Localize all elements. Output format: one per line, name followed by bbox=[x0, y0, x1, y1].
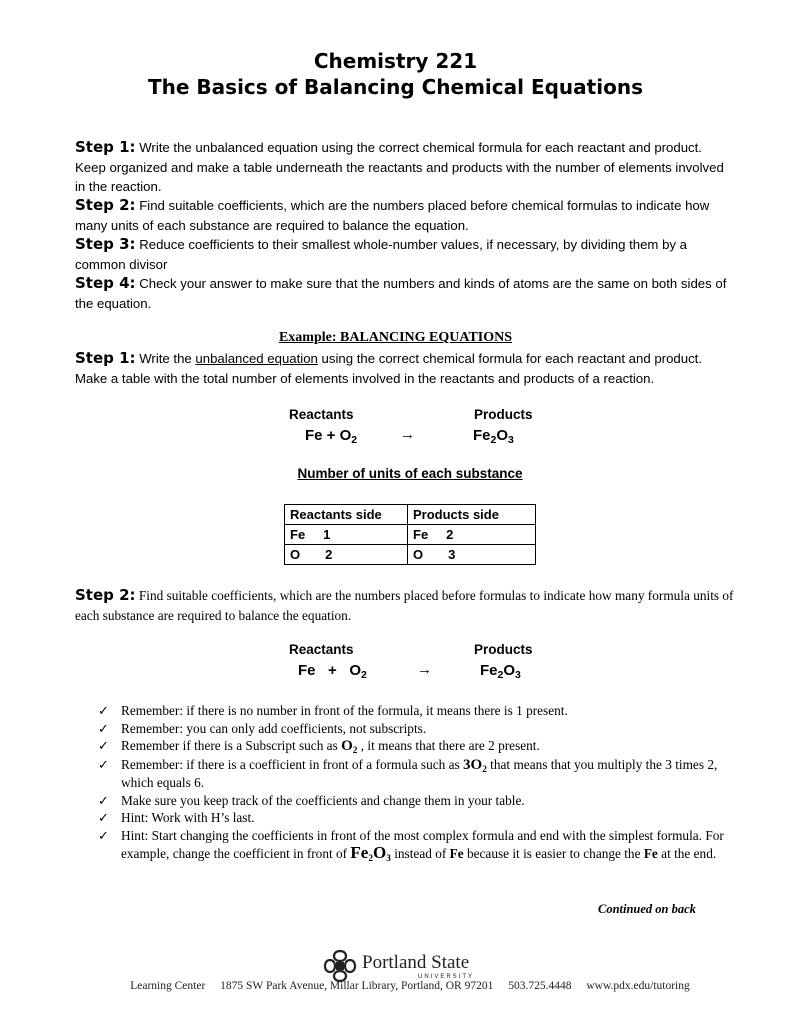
list-item-text: at the end. bbox=[657, 846, 717, 861]
page-title: Chemistry 221 bbox=[313, 49, 478, 73]
footer-address: 1875 SW Park Avenue, Millar Library, Portland, OR 97201 bbox=[220, 980, 494, 992]
footer-url[interactable]: www.pdx.edu/tutoring bbox=[586, 980, 690, 992]
table-cell bbox=[285, 545, 408, 565]
list-item bbox=[96, 809, 736, 827]
checkmark-icon: ✓ bbox=[98, 720, 109, 736]
step-label: Step 3: bbox=[75, 235, 136, 253]
table-title: Number of units of each substance bbox=[297, 466, 523, 481]
table-cell bbox=[408, 525, 536, 545]
element-count: 3 bbox=[448, 547, 456, 562]
table-header-row bbox=[285, 505, 536, 525]
table-row bbox=[285, 525, 536, 545]
step-label: Step 2: bbox=[75, 196, 136, 214]
step-label: Step 1: bbox=[75, 138, 136, 156]
table-header: Reactants side bbox=[285, 505, 408, 525]
equation-reactants bbox=[305, 427, 357, 444]
list-item-text: Remember: you can only add coefficients, not subscripts. bbox=[121, 720, 427, 736]
arrow-icon: → bbox=[400, 426, 415, 443]
step-label: Step 4: bbox=[75, 274, 136, 292]
subscript: 3 bbox=[508, 434, 514, 446]
subscript: 3 bbox=[386, 854, 391, 864]
formula-text: O bbox=[349, 662, 361, 679]
list-item-text: Hint: Work with H’s last. bbox=[121, 810, 255, 825]
element-symbol: O bbox=[290, 547, 301, 562]
list-item-text: , it means that there are 2 present. bbox=[357, 738, 540, 753]
checkmark-icon: ✓ bbox=[98, 810, 109, 825]
arrow-icon: → bbox=[417, 661, 432, 678]
element-symbol: Fe bbox=[413, 527, 429, 542]
step-label: Step 1: bbox=[75, 349, 136, 367]
table-row bbox=[285, 545, 536, 565]
list-item-text: Remember: if there is a coefficient in front of a formula such as bbox=[121, 756, 464, 772]
step-text-post: using the correct chemical formula for each reactant and product. Make a table with the total number of elements involved in the reactants and products of a reaction. bbox=[75, 351, 702, 386]
subscript: 2 bbox=[351, 434, 358, 446]
intro-step-3 bbox=[75, 235, 735, 274]
formula-text: 3O bbox=[463, 756, 483, 773]
formula-text: O bbox=[503, 662, 516, 679]
step-text: Reduce coefficients to their smallest whole-number values, if necessary, by dividing them by a common divisor bbox=[75, 237, 688, 272]
list-item-text: Remember: if there is no number in front of the formula, it means there is 1 present. bbox=[121, 703, 568, 718]
list-item-text: Make sure you keep track of the coefficients and change them in your table. bbox=[121, 792, 525, 808]
element-count: 1 bbox=[323, 527, 331, 542]
element-symbol: Fe bbox=[290, 527, 306, 542]
reactants-label: Reactants bbox=[289, 407, 354, 422]
equation-reactants-spaced bbox=[298, 662, 367, 679]
logo-wordmark: Portland State bbox=[362, 952, 470, 973]
step-text: Write the unbalanced equation using the correct chemical formula for each reactant and product. Keep organized and make a table underneath the reactants and products with the number of elements involved in the reaction. bbox=[75, 140, 724, 194]
checkmark-icon: ✓ bbox=[98, 703, 109, 718]
checkmark-icon: ✓ bbox=[98, 827, 109, 843]
subscript: 2 bbox=[490, 434, 497, 446]
subscript: 2 bbox=[360, 669, 367, 681]
example-step-1 bbox=[75, 349, 735, 388]
intro-step-1 bbox=[75, 138, 735, 197]
formula-text: Fe bbox=[643, 846, 658, 861]
step-text: Find suitable coefficients, which are the numbers placed before chemical formulas to indicate how many units of each substance are required to balance the equation. bbox=[75, 198, 710, 233]
reactants-label: Reactants bbox=[289, 642, 354, 657]
list-item bbox=[96, 827, 736, 863]
subscript: 2 bbox=[352, 746, 358, 756]
formula-text: Fe bbox=[480, 662, 498, 679]
plus-sign: + bbox=[328, 662, 337, 679]
list-item-text: Remember if there is a Subscript such as bbox=[121, 738, 342, 753]
example-step-2 bbox=[75, 586, 735, 625]
step-text: Check your answer to make sure that the numbers and kinds of atoms are the same on both sides of the equation. bbox=[75, 276, 727, 311]
example-title: Example: BALANCING EQUATIONS bbox=[278, 330, 513, 345]
subscript: 2 bbox=[482, 764, 487, 775]
formula-text: Fe bbox=[449, 846, 464, 861]
products-label: Products bbox=[474, 642, 533, 657]
footer-phone: 503.725.4448 bbox=[508, 980, 572, 992]
page-subtitle: The Basics of Balancing Chemical Equations bbox=[148, 75, 643, 99]
table-cell bbox=[408, 545, 536, 565]
subscript: 2 bbox=[368, 854, 373, 864]
intro-step-2 bbox=[75, 196, 735, 235]
formula-text: Fe bbox=[298, 662, 316, 679]
element-count: 2 bbox=[446, 527, 454, 542]
list-item-text: Hint: Start changing the coefficients in front of the most complex formula and end with the simplest formula. For example, change the coefficient in front of bbox=[121, 827, 724, 861]
footer bbox=[0, 980, 791, 992]
products-label: Products bbox=[474, 407, 533, 422]
step-text-pre: Write the bbox=[139, 351, 196, 366]
step-text: Find suitable coefficients, which are the numbers placed before formulas to indicate how many formula units of each substance are required to balance the equation. bbox=[75, 588, 734, 623]
formula-text: O bbox=[496, 427, 509, 444]
formula-text: Fe + O bbox=[305, 427, 352, 444]
underlined-term: unbalanced equation bbox=[195, 351, 318, 366]
intro-step-4 bbox=[75, 274, 735, 313]
step-label: Step 2: bbox=[75, 586, 136, 604]
table-header: Products side bbox=[408, 505, 536, 525]
checkmark-icon: ✓ bbox=[98, 738, 109, 753]
units-table bbox=[284, 504, 536, 565]
table-cell bbox=[285, 525, 408, 545]
formula-text: Fe bbox=[350, 843, 369, 862]
element-count: 2 bbox=[325, 547, 333, 562]
list-item bbox=[96, 720, 736, 738]
footer-center: Learning Center bbox=[130, 980, 206, 992]
list-item bbox=[96, 756, 736, 792]
formula-text: O bbox=[373, 843, 387, 862]
list-item bbox=[96, 737, 736, 756]
checkmark-icon: ✓ bbox=[98, 792, 109, 808]
list-item-text: instead of bbox=[390, 846, 450, 861]
checkmark-icon: ✓ bbox=[98, 756, 109, 772]
list-item-text: because it is easier to change the bbox=[463, 846, 644, 861]
element-symbol: O bbox=[413, 547, 424, 562]
subscript: 3 bbox=[515, 669, 521, 681]
list-item-text: that means that you multiply the 3 times 2, which equals 6. bbox=[121, 756, 718, 790]
formula-text: O bbox=[341, 738, 353, 754]
logo-subtext: UNIVERSITY bbox=[418, 974, 475, 980]
list-item bbox=[96, 702, 736, 720]
list-item bbox=[96, 792, 736, 810]
tips-list bbox=[96, 702, 736, 863]
subscript: 2 bbox=[497, 669, 504, 681]
psu-emblem-icon bbox=[322, 948, 358, 984]
continued-note: Continued on back bbox=[598, 902, 696, 916]
equation-products bbox=[473, 427, 514, 444]
equation-products bbox=[480, 662, 521, 679]
formula-text: Fe bbox=[473, 427, 491, 444]
